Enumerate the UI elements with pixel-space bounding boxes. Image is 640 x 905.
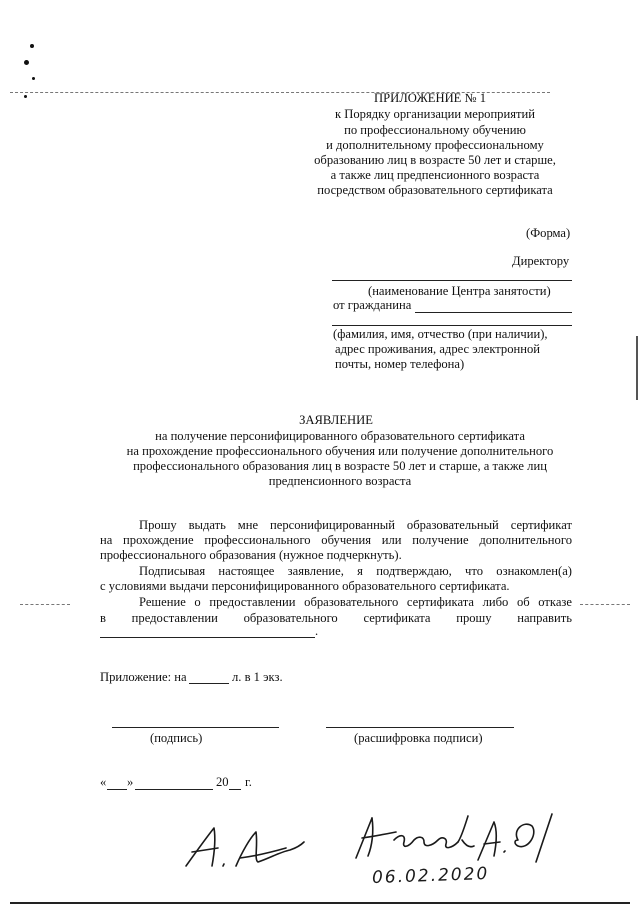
- scan-speck: [24, 60, 29, 65]
- appendix-line: к Порядку организации мероприятий: [334, 107, 535, 121]
- scan-speck: [30, 44, 34, 48]
- body-paragraph-line: в предоставлении образовательного сертификата прошу направить: [100, 611, 572, 625]
- appendix-line: по профессиональному обучению: [344, 123, 526, 137]
- signature-caption: (подпись): [150, 731, 203, 745]
- body-paragraph-line: Решение о предоставлении образовательного сертификата либо об отказе: [139, 595, 572, 609]
- from-line: [415, 312, 572, 313]
- addressee-to: Директору: [512, 254, 570, 268]
- delivery-method-line: [100, 637, 315, 638]
- document-title: ЗАЯВЛЕНИЕ: [299, 413, 373, 427]
- scan-bottom-line: [10, 902, 630, 904]
- date-open-quote: «: [100, 775, 107, 789]
- date-year-line: [229, 789, 241, 790]
- date-close-quote: »: [127, 775, 134, 789]
- body-paragraph-line: Подписывая настоящее заявление, я подтверждаю, что ознакомлен(а): [139, 564, 572, 578]
- scan-edge-mark: [636, 336, 638, 400]
- body-paragraph-line: профессионального образования (нужное подчеркнуть).: [100, 548, 402, 562]
- appendix-line: и дополнительному профессиональному: [326, 138, 544, 152]
- citizen-caption-line: адрес проживания, адрес электронной: [335, 342, 541, 356]
- attachment-suffix: л. в 1 экз.: [232, 670, 283, 684]
- date-year-suffix: г.: [245, 775, 252, 789]
- body-paragraph-line: Прошу выдать мне персонифицированный образовательный сертификат: [139, 518, 572, 532]
- center-caption: (наименование Центра занятости): [368, 284, 551, 298]
- attachment-pages-line: [189, 683, 229, 684]
- attachment-prefix: Приложение: на: [100, 670, 187, 684]
- signature-line: [112, 727, 279, 728]
- citizen-caption-line: почты, номер телефона): [335, 357, 465, 371]
- appendix-line: образованию лиц в возрасте 50 лет и старше,: [314, 153, 556, 167]
- signature-decode-caption: (расшифровка подписи): [354, 731, 483, 745]
- scan-dash-line: [20, 604, 70, 605]
- center-name-line: [332, 280, 572, 281]
- signature-decode-line: [326, 727, 514, 728]
- heading-line: на прохождение профессионального обучения или получение дополнительного: [126, 444, 554, 458]
- scan-speck: [32, 77, 35, 80]
- appendix-title: ПРИЛОЖЕНИЕ № 1: [374, 91, 486, 105]
- delivery-method-end: .: [315, 624, 319, 638]
- appendix-line: посредством образовательного сертификата: [317, 183, 553, 197]
- scan-speck: [24, 95, 27, 98]
- heading-line: предпенсионного возраста: [268, 474, 412, 488]
- citizen-line: [332, 325, 572, 326]
- heading-line: профессионального образования лиц в возрасте 50 лет и старше, а также лиц: [133, 459, 547, 473]
- from-label: от гражданина: [333, 298, 412, 312]
- date-year-prefix: 20: [216, 775, 229, 789]
- handwritten-date: 06.02.2020: [371, 863, 490, 889]
- body-paragraph-line: на прохождение профессионального обучения или получение дополнительного: [100, 533, 572, 547]
- scan-dash-line: [580, 604, 630, 605]
- body-paragraph-line: с условиями выдачи персонифицированного образовательного сертификата.: [100, 579, 510, 593]
- citizen-caption-line: (фамилия, имя, отчество (при наличии),: [333, 327, 548, 341]
- form-label: (Форма): [526, 226, 571, 240]
- heading-line: на получение персонифицированного образовательного сертификата: [155, 429, 525, 443]
- date-month-line: [135, 789, 213, 790]
- appendix-line: а также лиц предпенсионного возраста: [330, 168, 540, 182]
- date-day-line: [107, 789, 127, 790]
